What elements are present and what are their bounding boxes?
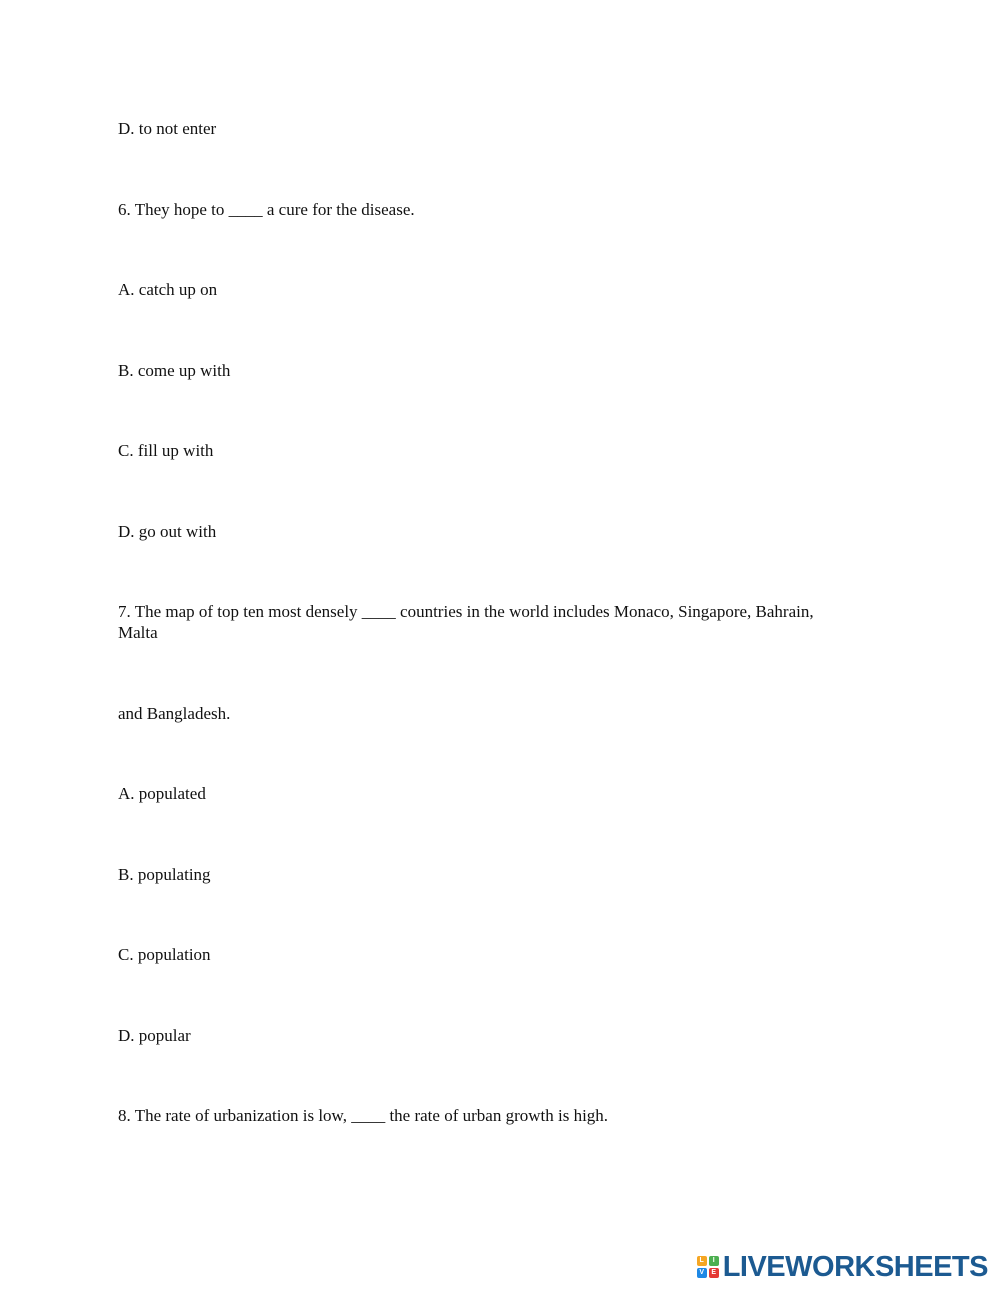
- option-6d: D. go out with: [118, 522, 217, 541]
- question-7-line-2: Malta: [118, 623, 158, 642]
- logo-tile-e: E: [709, 1268, 719, 1278]
- logo-tile-v: V: [697, 1268, 707, 1278]
- option-7c: C. population: [118, 945, 211, 964]
- question-7-line-1: 7. The map of top ten most densely ____ countries in the world includes Monaco, Singapore, Bahrain,: [118, 602, 814, 621]
- question-8: 8. The rate of urbanization is low, ____ the rate of urban growth is high.: [118, 1106, 609, 1125]
- question-7-line-3: and Bangladesh.: [118, 704, 231, 723]
- option-7b: B. populating: [118, 865, 211, 884]
- option-7d: D. popular: [118, 1026, 191, 1045]
- option-5d: D. to not enter: [118, 119, 217, 138]
- question-6: 6. They hope to ____ a cure for the disease.: [118, 200, 415, 219]
- option-6b: B. come up with: [118, 361, 231, 380]
- option-6a: A. catch up on: [118, 280, 218, 299]
- logo-text: LIVEWORKSHEETS: [722, 1251, 988, 1283]
- logo-tiles-icon: [697, 1256, 719, 1278]
- liveworksheets-logo: [697, 1252, 988, 1282]
- option-6c: C. fill up with: [118, 441, 214, 460]
- logo-tile-i: I: [709, 1256, 719, 1266]
- logo-tile-l: L: [697, 1256, 707, 1266]
- option-7a: A. populated: [118, 784, 206, 803]
